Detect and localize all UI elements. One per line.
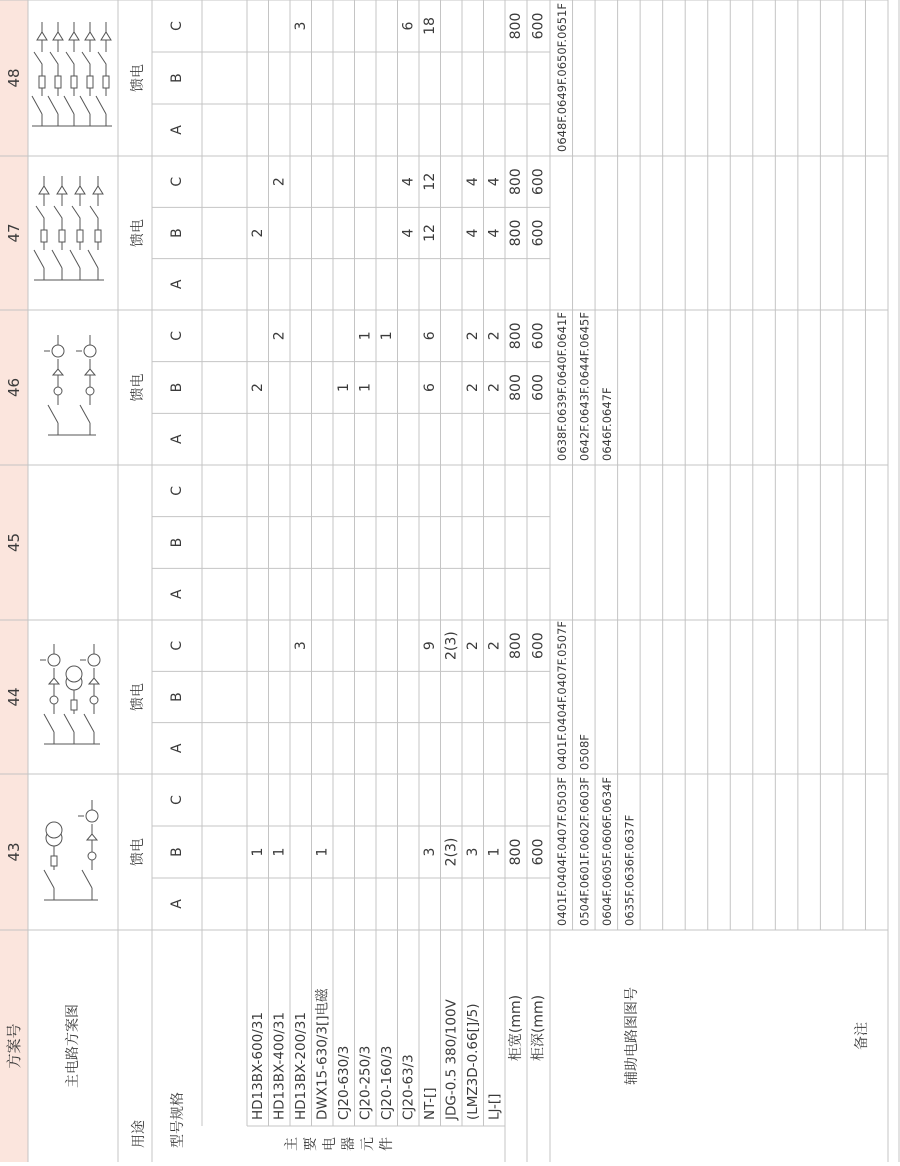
aux-circuit-label: 辅助电路图图号 (624, 987, 640, 1085)
phase-b-header: B (169, 228, 185, 238)
quantity-cell: 2(3) (443, 631, 460, 661)
cabinet-width-value: 800 (508, 12, 524, 40)
component-model-label: CJ20-160/3 (378, 1045, 395, 1120)
quantity-cell: 2 (486, 331, 503, 341)
usage-value: 馈电 (130, 838, 146, 866)
cabinet-width-value: 800 (508, 632, 524, 660)
quantity-cell: 1 (249, 847, 266, 857)
phase-b-header: B (169, 692, 185, 702)
quantity-cell: 2 (249, 228, 266, 238)
quantity-cell: 3 (421, 847, 438, 857)
scheme-44-diagram (40, 644, 100, 744)
component-model-label: CJ20-250/3 (357, 1045, 374, 1120)
quantity-cell: 2 (249, 383, 266, 392)
phase-b-header: B (169, 847, 185, 857)
component-model-label: LJ-[] (486, 1093, 503, 1120)
scheme-number: 47 (5, 223, 23, 243)
scheme-number: 44 (5, 687, 23, 707)
aux-drawing-number: 0638F.0639F.0640F.0641F (554, 312, 569, 461)
quantity-cell: 4 (464, 177, 481, 187)
phase-a-header: A (169, 899, 185, 909)
component-model-label: JDG-0.5 380/100V (443, 999, 460, 1120)
aux-drawing-number: 0604F.0605F.0606F.0634F (599, 777, 614, 926)
component-model-label: CJ20-630/3 (335, 1045, 352, 1120)
main-circuit-header: 主电路方案图 (65, 1004, 81, 1088)
cabinet-width-label: 柜宽(mm) (508, 994, 524, 1062)
cabinet-width-value: 800 (508, 168, 524, 196)
quantity-cell: 2 (464, 641, 481, 651)
aux-drawing-number: 0504F.0601F.0602F.0603F (577, 777, 592, 926)
quantity-cell: 1 (486, 847, 503, 857)
cabinet-depth-value: 600 (530, 12, 547, 40)
component-model-label: CJ20-63/3 (400, 1054, 417, 1120)
scheme-43-diagram (44, 800, 98, 900)
quantity-cell: 6 (400, 21, 417, 31)
usage-value: 馈电 (130, 683, 146, 711)
scheme-column-48 (5, 3, 569, 152)
quantity-cell: 12 (421, 224, 438, 242)
cabinet-width-value: 800 (508, 838, 524, 866)
phase-c-header: C (169, 21, 185, 31)
aux-drawing-number: 0646F.0647F (599, 387, 614, 461)
usage-value: 馈电 (130, 373, 146, 402)
phase-a-header: A (169, 434, 185, 444)
cabinet-width-value: 800 (508, 374, 524, 401)
scheme-number: 48 (5, 68, 23, 88)
component-model-label: HD13BX-200/31 (292, 1012, 309, 1120)
quantity-cell: 4 (400, 228, 417, 238)
quantity-cell: 1 (335, 383, 352, 392)
component-model-label: HD13BX-400/31 (271, 1012, 288, 1120)
scheme-47-diagram (34, 176, 104, 280)
cabinet-depth-value: 600 (530, 219, 547, 247)
quantity-cell: 2 (486, 383, 503, 392)
quantity-cell: 9 (421, 641, 438, 651)
quantity-cell: 2 (271, 177, 288, 187)
quantity-cell: 1 (357, 383, 374, 392)
scheme-number: 43 (5, 842, 23, 862)
scheme-number: 45 (5, 532, 23, 553)
phase-c-header: C (169, 485, 185, 496)
quantity-cell: 3 (292, 21, 309, 31)
aux-drawing-number: 0635F.0636F.0637F (622, 814, 637, 926)
remark-label: 备注 (854, 1022, 870, 1050)
scheme-column-43 (5, 777, 636, 926)
quantity-cell: 18 (421, 17, 438, 35)
quantity-cell: 3 (464, 847, 481, 857)
phase-c-header: C (169, 330, 185, 341)
quantity-cell: 2(3) (443, 837, 460, 867)
cabinet-depth-label: 柜深(mm) (530, 994, 547, 1062)
quantity-cell: 1 (378, 331, 395, 341)
scheme-number-band (0, 0, 28, 1162)
cabinet-depth-value: 600 (530, 632, 547, 660)
cabinet-depth-value: 600 (530, 374, 547, 401)
phase-a-header: A (169, 125, 185, 135)
scheme-48-diagram (32, 22, 112, 126)
component-model-label: HD13BX-600/31 (249, 1012, 266, 1120)
quantity-cell: 2 (464, 331, 481, 341)
phase-c-header: C (169, 795, 185, 805)
component-model-label: DWX15-630/3[]电磁 (314, 988, 331, 1120)
scheme-column-47 (5, 168, 547, 289)
phase-a-header: A (169, 589, 185, 599)
phase-a-header: A (169, 743, 185, 754)
component-model-label: (LMZ3D-0.66[]/5) (464, 1003, 481, 1120)
cabinet-depth-value: 600 (530, 168, 547, 196)
usage-value: 馈电 (130, 219, 146, 247)
quantity-cell: 4 (486, 228, 503, 238)
scheme-46-diagram (44, 335, 96, 435)
usage-header: 用途 (131, 1120, 147, 1148)
phase-c-header: C (169, 640, 185, 651)
scheme-no-header: 方案号 (5, 1023, 23, 1069)
aux-drawing-number: 0401F.0404F.0407F.0507F (554, 621, 569, 770)
cabinet-width-value: 800 (508, 322, 524, 350)
model-header: 型号规格 (170, 1092, 186, 1148)
quantity-cell: 2 (486, 641, 503, 651)
quantity-cell: 2 (464, 383, 481, 392)
quantity-cell: 6 (421, 383, 438, 392)
quantity-cell: 1 (271, 847, 288, 857)
aux-drawing-number: 0642F.0643F.0644F.0645F (577, 312, 592, 461)
aux-drawing-number: 0508F (577, 734, 592, 770)
cabinet-width-value: 800 (508, 219, 524, 247)
quantity-cell: 6 (421, 331, 438, 341)
phase-b-header: B (169, 382, 185, 393)
cabinet-depth-value: 600 (530, 322, 547, 350)
scheme-number: 46 (5, 377, 23, 398)
component-model-label: NT-[] (421, 1087, 438, 1120)
scheme-column-46 (5, 312, 614, 461)
phase-a-header: A (169, 279, 185, 290)
scheme-column-45 (5, 486, 185, 599)
aux-drawing-number: 0648F.0649F.0650F.0651F (554, 3, 569, 152)
phase-b-header: B (169, 537, 185, 548)
usage-value: 馈电 (130, 64, 146, 92)
quantity-cell: 4 (400, 177, 417, 187)
quantity-cell: 2 (271, 331, 288, 341)
phase-b-header: B (169, 73, 185, 83)
quantity-cell: 4 (486, 177, 503, 187)
quantity-cell: 4 (464, 228, 481, 238)
scheme-column-44 (5, 621, 591, 770)
quantity-cell: 12 (421, 172, 438, 191)
main-components-label: 主 要 电 器 元 件 (284, 1137, 395, 1151)
phase-c-header: C (169, 176, 185, 187)
quantity-cell: 1 (357, 331, 374, 341)
quantity-cell: 3 (292, 641, 309, 651)
cabinet-depth-value: 600 (530, 838, 547, 866)
quantity-cell: 1 (314, 847, 331, 857)
aux-drawing-number: 0401F.0404F.0407F.0503F (554, 777, 569, 926)
